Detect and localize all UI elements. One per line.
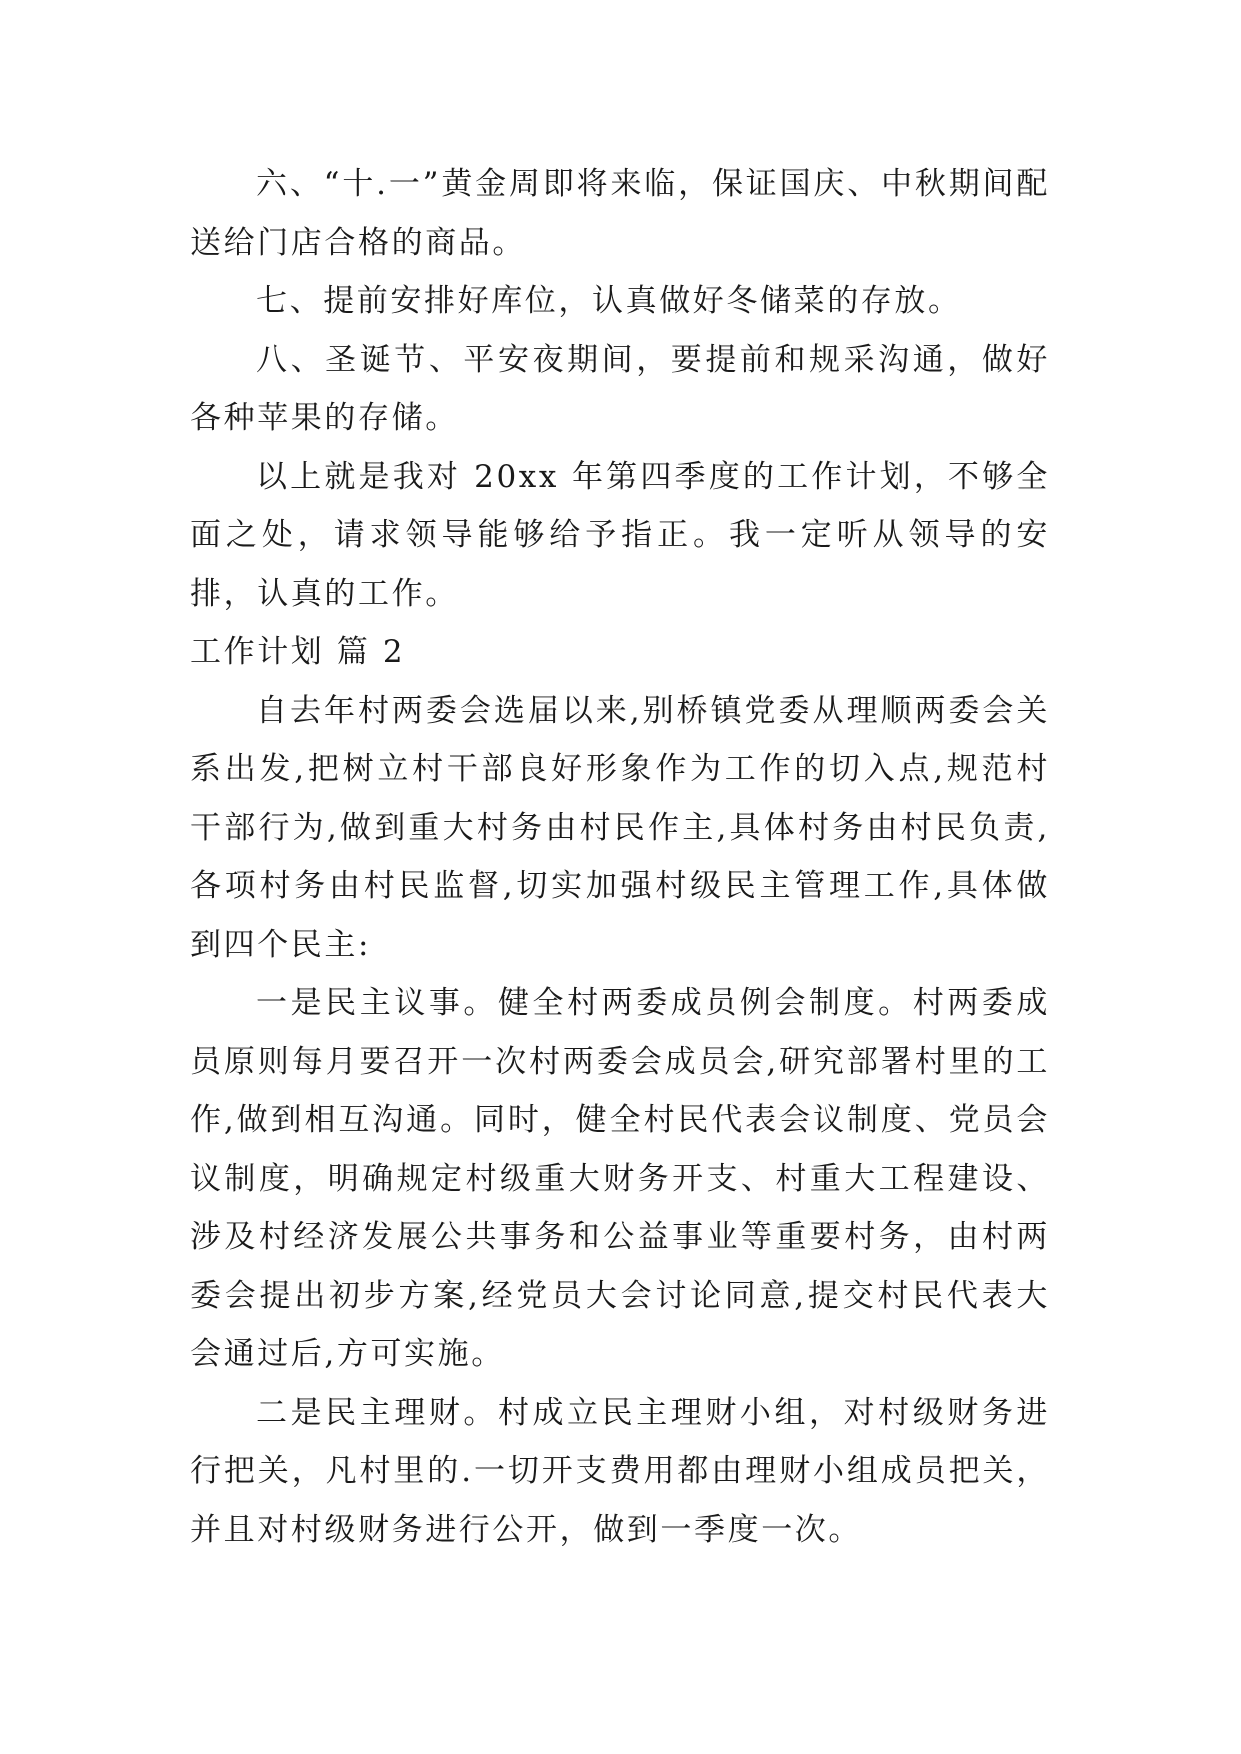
paragraph-item-seven: 七、提前安排好库位，认真做好冬储菜的存放。 (256, 283, 962, 319)
paragraph-democratic-finance: 二是民主理财。村成立民主理财小组，对村级财务进行把关，凡村里的.一切开支费用都由理财小组成员把关，并且对村级财务进行公开，做到一季度一次。 (190, 1394, 1050, 1548)
paragraph-item-six: 六、“十.一”黄金周即将来临，保证国庆、中秋期间配送给门店合格的商品。 (190, 166, 1050, 261)
document-page (190, 155, 1050, 1559)
paragraph-item-eight: 八、圣诞节、平安夜期间，要提前和规采沟通，做好各种苹果的存储。 (190, 341, 1050, 436)
section-heading: 工作计划 篇 2 (190, 634, 406, 670)
paragraph-conclusion: 以上就是我对 20xx 年第四季度的工作计划，不够全面之处，请求领导能够给予指正。我一定听从领导的安排，认真的工作。 (190, 458, 1050, 612)
paragraph-intro: 自去年村两委会选届以来,别桥镇党委从理顺两委会关系出发,把树立村干部良好形象作为工作的切入点,规范村干部行为,做到重大村务由村民作主,具体村务由村民负责,各项村务由村民监督,切实加强村级民主管理工作,具体做到四个民主: (190, 692, 1050, 963)
paragraph-democratic-discussion: 一是民主议事。健全村两委成员例会制度。村两委成员原则每月要召开一次村两委会成员会,研究部署村里的工作,做到相互沟通。同时，健全村民代表会议制度、党员会议制度，明确规定村级重大财务开支、村重大工程建设、涉及村经济发展公共事务和公益事业等重要村务，由村两委会提出初步方案,经党员大会讨论同意,提交村民代表大会通过后,方可实施。 (190, 985, 1050, 1372)
